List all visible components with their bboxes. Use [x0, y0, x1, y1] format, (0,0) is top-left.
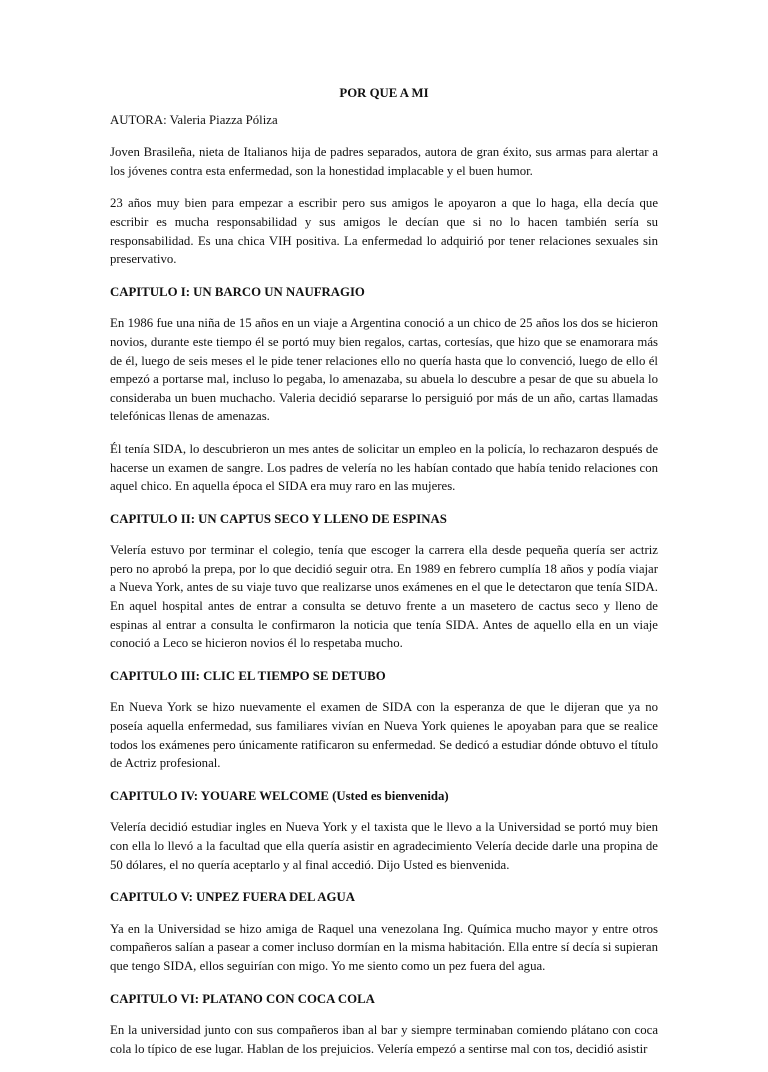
document-title: POR QUE A MI — [339, 86, 429, 100]
chapter-paragraph: Él tenía SIDA, lo descubrieron un mes antes de solicitar un empleo en la policía, lo rechazaron después de hacerse un examen de sangre. Los padres de velería no les habían contado que había tenido relaciones con aquel chico. En aquella época el SIDA era muy raro en las mujeres. — [110, 441, 658, 494]
chapter-paragraph: En la universidad junto con sus compañeros iban al bar y siempre terminaban comiendo plátano con coca cola lo típico de ese lugar. Hablan de los prejuicios. Velería empezó a sentirse mal con tos, decidió asistir — [110, 1023, 658, 1056]
intro-paragraph: Joven Brasileña, nieta de Italianos hija de padres separados, autora de gran éxito, sus armas para alertar a los jóvenes contra esta enfermedad, son la honestidad implacable y el buen humor. — [110, 145, 658, 178]
chapter-paragraph: Ya en la Universidad se hizo amiga de Raquel una venezolana Ing. Química mucho mayor y entre otros compañeros salían a pasear a comer incluso dormían en la misma habitación. Ella entre sí decía si supieran que tengo SIDA, ellos seguirían con migo. Yo me siento como un pez fuera del agua. — [110, 921, 658, 973]
chapter-paragraph: En 1986 fue una niña de 15 años en un viaje a Argentina conoció a un chico de 25 años los dos se hicieron novios, durante este tiempo él se portó muy bien regalos, cartas, cortesías, que hizo que se enamorara más de él, luego de seis meses el le pide tener relaciones ello no quería hasta que lo convenció, luego de ello él empezó a portarse mal, incluso lo pegaba, lo amenazaba, su abuela lo descubre a pesar de que su abuela lo consideraba un buen muchacho. Valeria decidió separarse lo persiguió por más de un año, cartas llamadas telefónicas llenas de amenazas. — [110, 316, 658, 424]
author-line: AUTORA: Valeria Piazza Póliza — [110, 112, 278, 127]
document-page — [110, 84, 658, 1072]
chapter-heading-4: CAPITULO IV: YOUARE WELCOME (Usted es bienvenida) — [110, 788, 449, 803]
chapter-heading-3: CAPITULO III: CLIC EL TIEMPO SE DETUBO — [110, 668, 386, 683]
chapter-paragraph: Velería estuvo por terminar el colegio, tenía que escoger la carrera ella desde pequeña quería ser actriz pero no aprobó la prepa, por lo que decidió seguir otra. En 1989 en febrero cumplía 18 años y podía viajar a Nueva York, antes de su viaje tuvo que realizarse unos exámenes en el que le detectaron que tenía SIDA. En aquel hospital antes de entrar a consulta se detuvo frente a un masetero de cactus seco y lleno de espinas al entrar a consulta le confirmaron la noticia que tenía SIDA. Antes de aquello ella en un viaje conoció a Leco se hicieron novios él lo respetaba mucho. — [110, 543, 658, 651]
chapter-paragraph: En Nueva York se hizo nuevamente el examen de SIDA con la esperanza de que le dijeran que ya no poseía aquella enfermedad, sus familiares vivían en Nueva York quienes le apoyaban para que se realice todos los exámenes pero únicamente ratificaron su enfermedad. Se dedicó a estudiar dónde obtuvo el título de Actriz profesional. — [110, 700, 658, 771]
chapter-paragraph: Velería decidió estudiar ingles en Nueva York y el taxista que le llevo a la Universidad se portó muy bien con ella lo llevó a la facultad que ella quería asistir en agradecimiento Velería decide darle una propina de 50 dólares, el no quería aceptarlo y al final accedió. Dijo Usted es bienvenida. — [110, 820, 658, 872]
chapter-heading-1: CAPITULO I: UN BARCO UN NAUFRAGIO — [110, 284, 365, 299]
chapter-heading-2: CAPITULO II: UN CAPTUS SECO Y LLENO DE ESPINAS — [110, 511, 447, 526]
intro-paragraph: 23 años muy bien para empezar a escribir pero sus amigos le apoyaron a que lo haga, ella decía que escribir es mucha responsabilidad y sus amigos le decían que si no lo hacen también sería su responsabilidad. Es una chica VIH positiva. La enfermedad lo adquirió por tener relaciones sexuales sin preservativo. — [110, 196, 658, 267]
chapter-heading-5: CAPITULO V: UNPEZ FUERA DEL AGUA — [110, 890, 355, 905]
chapter-heading-6: CAPITULO VI: PLATANO CON COCA COLA — [110, 991, 375, 1006]
